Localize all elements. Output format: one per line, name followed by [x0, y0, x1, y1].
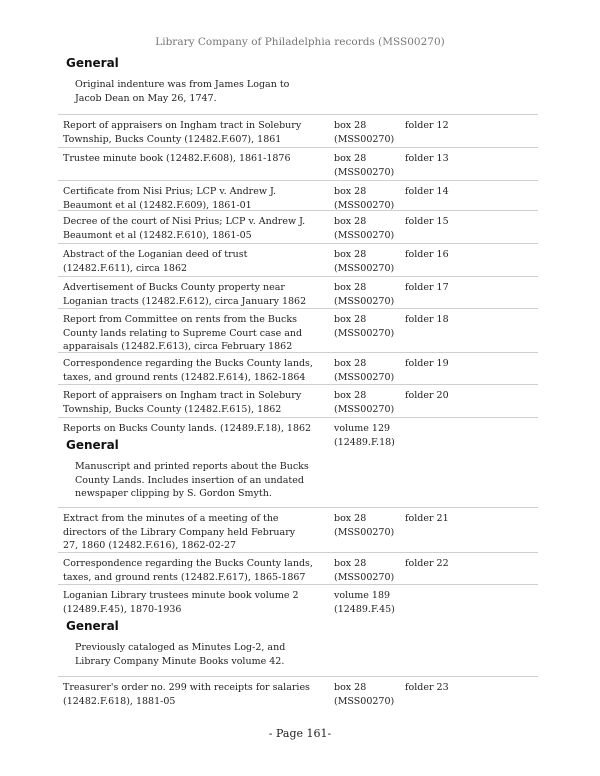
box-location: box 28 (MSS00270) — [334, 120, 395, 145]
item-description: Loganian Library trustees minute book volume 2 (12489.F.45), 1870-1936 — [63, 590, 299, 615]
table-row — [58, 584, 538, 677]
box-location: box 28 (MSS00270) — [334, 513, 395, 538]
item-description: Report of appraisers on Ingham tract in Solebury Township, Bucks County (12482.F.607), 1861 — [63, 120, 302, 145]
table-row — [58, 276, 538, 309]
folder-number: folder 15 — [405, 216, 449, 227]
folder-number: folder 23 — [405, 682, 449, 693]
table-row — [58, 384, 538, 417]
page-number: - Page 161- — [268, 727, 332, 740]
folder-number: folder 19 — [405, 358, 449, 369]
box-location: box 28 (MSS00270) — [334, 358, 395, 383]
item-description: Certificate from Nisi Prius; LCP v. Andrew J. Beaumont et al (12482.F.609), 1861-01 — [63, 186, 277, 211]
box-location: volume 129 (12489.F.18) — [334, 423, 395, 448]
table-row — [58, 352, 538, 385]
box-location: volume 189 (12489.F.45) — [334, 590, 395, 615]
box-location: box 28 (MSS00270) — [334, 390, 395, 415]
table-row — [58, 243, 538, 276]
item-description: Abstract of the Loganian deed of trust (12482.F.611), circa 1862 — [63, 249, 248, 274]
folder-number: folder 18 — [405, 314, 449, 325]
folder-number: folder 22 — [405, 558, 449, 569]
table-row — [58, 507, 538, 552]
general-note-text: Manuscript and printed reports about the Bucks County Lands. Includes insertion of an undated newspaper clipping by S. Gordon Smyth. — [75, 461, 309, 499]
table-row — [58, 417, 538, 506]
general-note-text: Previously cataloged as Minutes Log-2, and Library Company Minute Books volume 42. — [75, 642, 286, 667]
folder-number: folder 13 — [405, 153, 449, 164]
table-row — [58, 676, 538, 709]
item-description: Reports on Bucks County lands. (12489.F.18), 1862 — [63, 423, 312, 434]
folder-number: folder 21 — [405, 513, 449, 524]
item-description: Report from Committee on rents from the Bucks County lands relating to Supreme Court case and apparaisals (12482.F.613), circa February 1862 — [63, 314, 303, 352]
table-row — [58, 147, 538, 180]
general-note-heading: General — [66, 619, 119, 633]
folder-number: folder 16 — [405, 249, 449, 260]
box-location: box 28 (MSS00270) — [334, 682, 395, 707]
box-location: box 28 (MSS00270) — [334, 249, 395, 274]
folder-number: folder 20 — [405, 390, 449, 401]
running-header: Library Company of Philadelphia records (MSS00270) — [155, 36, 445, 48]
item-description: Correspondence regarding the Bucks County lands, taxes, and ground rents (12482.F.617), 1865-1867 — [63, 558, 313, 583]
item-description: Trustee minute book (12482.F.608), 1861-1876 — [63, 153, 291, 164]
general-note-heading: General — [66, 56, 119, 70]
item-description: Advertisement of Bucks County property near Loganian tracts (12482.F.612), circa January 1862 — [63, 282, 307, 307]
general-note-text: Original indenture was from James Logan to Jacob Dean on May 26, 1747. — [75, 79, 290, 104]
item-description: Decree of the court of Nisi Prius; LCP v. Andrew J. Beaumont et al (12482.F.610), 1861-05 — [63, 216, 306, 241]
folder-number: folder 14 — [405, 186, 449, 197]
box-location: box 28 (MSS00270) — [334, 314, 395, 339]
table-row — [58, 552, 538, 585]
item-description: Treasurer's order no. 299 with receipts for salaries (12482.F.618), 1881-05 — [63, 682, 310, 707]
table-row — [58, 180, 538, 213]
box-location: box 28 (MSS00270) — [334, 186, 395, 211]
item-description: Correspondence regarding the Bucks County lands, taxes, and ground rents (12482.F.614), 1862-1864 — [63, 358, 313, 383]
table-row — [58, 210, 538, 243]
box-location: box 28 (MSS00270) — [334, 216, 395, 241]
box-location: box 28 (MSS00270) — [334, 282, 395, 307]
box-location: box 28 (MSS00270) — [334, 558, 395, 583]
general-note-heading: General — [66, 438, 119, 452]
item-description: Report of appraisers on Ingham tract in Solebury Township, Bucks County (12482.F.615), 1862 — [63, 390, 302, 415]
table-row — [58, 308, 538, 353]
table-row — [58, 114, 538, 147]
box-location: box 28 (MSS00270) — [334, 153, 395, 178]
item-description: Extract from the minutes of a meeting of the directors of the Library Company held February 27, 1860 (12482.F.616), 1862-02-27 — [63, 513, 296, 551]
folder-number: folder 17 — [405, 282, 449, 293]
folder-number: folder 12 — [405, 120, 449, 131]
